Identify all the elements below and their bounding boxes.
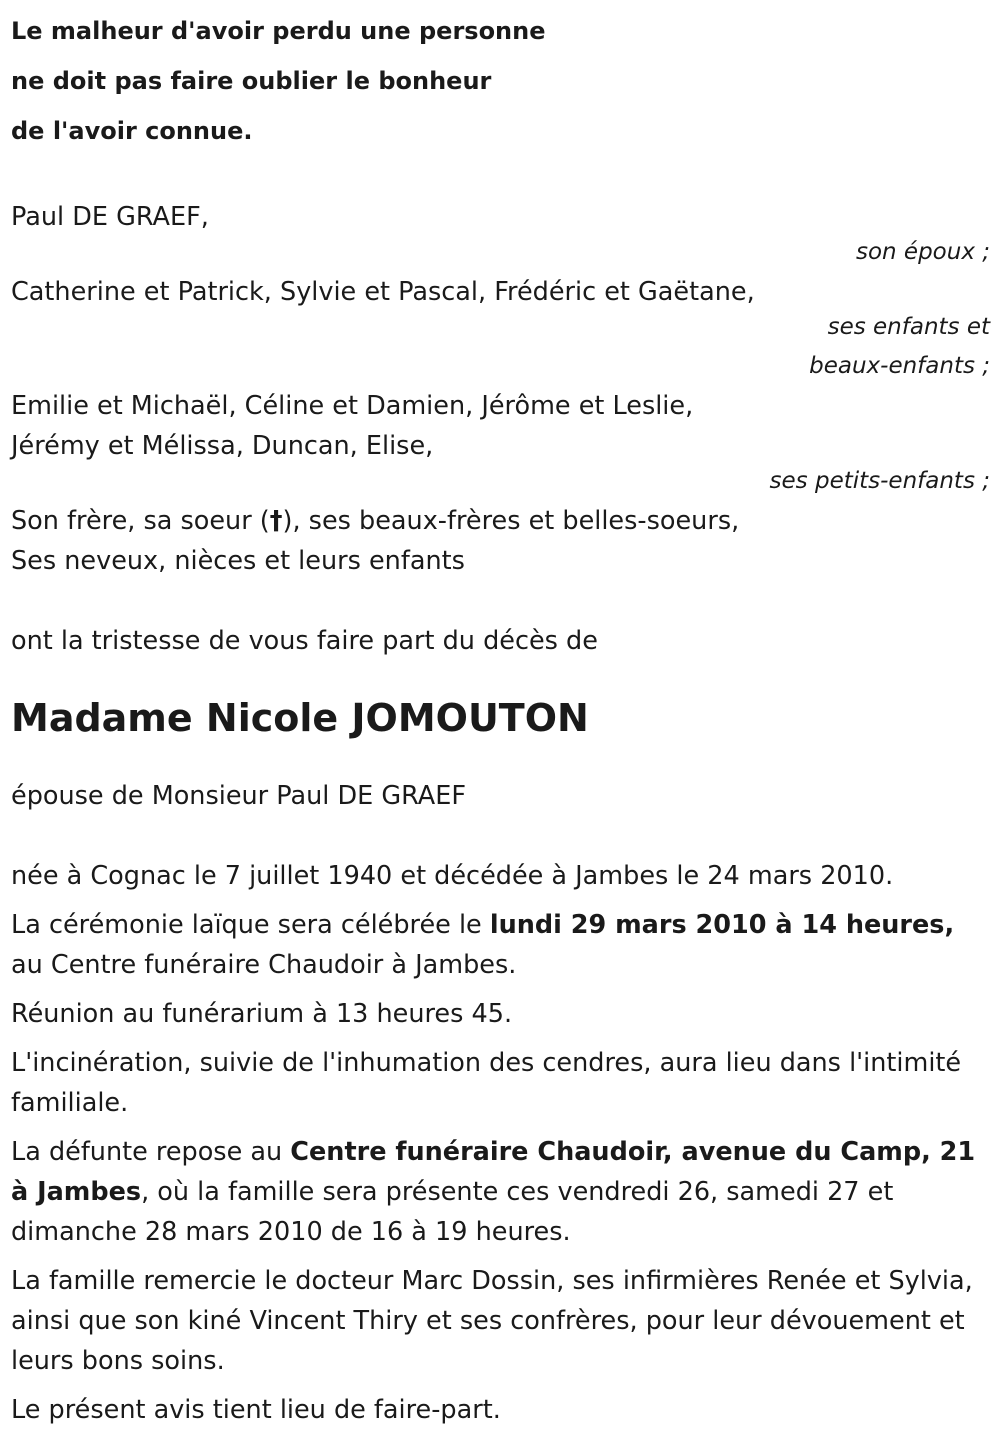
announcement: ont la tristesse de vous faire part du décès de <box>11 626 598 656</box>
grandchildren-names: Jérémy et Mélissa, Duncan, Elise, <box>11 431 434 461</box>
repose-text: , où la famille sera présente ces vendredi 26, samedi 27 et dimanche 28 mars 2010 de 16 à 19 heures. <box>11 1177 894 1247</box>
ceremony-text: La cérémonie laïque sera célébrée le <box>11 910 490 940</box>
deceased-spouse: épouse de Monsieur Paul DE GRAEF <box>11 781 467 811</box>
children-role: beaux-enfants ; <box>809 353 990 379</box>
meeting-details: Réunion au funérarium à 13 heures 45. <box>11 999 513 1029</box>
repose-location: Centre funéraire Chaudoir, avenue du Camp, 21 à Jambes <box>11 1137 976 1207</box>
children-role: ses enfants et <box>827 314 990 340</box>
notice-paragraph: Le présent avis tient lieu de faire-part. <box>11 1395 501 1425</box>
siblings-text: ), ses beaux-frères et belles-soeurs, <box>282 506 740 536</box>
thanks-paragraph: La famille remercie le docteur Marc Dossin, ses infirmières Renée et Sylvia, ainsi que son kiné Vincent Thiry et ses confrères, pour leur dévouement et leurs bons soins. <box>11 1266 973 1376</box>
quote-line: ne doit pas faire oublier le bonheur <box>11 67 492 95</box>
siblings-text: Son frère, sa soeur ( <box>11 506 270 536</box>
grandchildren-role: ses petits-enfants ; <box>769 468 990 494</box>
spouse-role: son époux ; <box>855 239 990 265</box>
quote-line: Le malheur d'avoir perdu une personne <box>11 17 546 45</box>
children-names: Catherine et Patrick, Sylvie et Pascal, Frédéric et Gaëtane, <box>11 277 755 307</box>
cross-icon: † <box>269 506 283 536</box>
deceased-name: Madame Nicole JOMOUTON <box>11 696 589 740</box>
birth-death-dates: née à Cognac le 7 juillet 1940 et décédée à Jambes le 24 mars 2010. <box>11 861 894 891</box>
grandchildren-names: Emilie et Michaël, Céline et Damien, Jérôme et Leslie, <box>11 391 694 421</box>
repose-text: La défunte repose au <box>11 1137 291 1167</box>
ceremony-details <box>11 905 990 985</box>
quote-line: de l'avoir connue. <box>11 117 253 145</box>
ceremony-text: au Centre funéraire Chaudoir à Jambes. <box>11 950 517 980</box>
nephews-line: Ses neveux, nièces et leurs enfants <box>11 546 465 576</box>
ceremony-date: lundi 29 mars 2010 à 14 heures, <box>489 910 955 940</box>
cremation-details: L'incinération, suivie de l'inhumation des cendres, aura lieu dans l'intimité familiale. <box>11 1048 962 1118</box>
opening-quote <box>11 0 990 156</box>
spouse-name: Paul DE GRAEF, <box>11 202 209 232</box>
siblings-line <box>11 501 990 541</box>
repose-details <box>11 1132 990 1252</box>
